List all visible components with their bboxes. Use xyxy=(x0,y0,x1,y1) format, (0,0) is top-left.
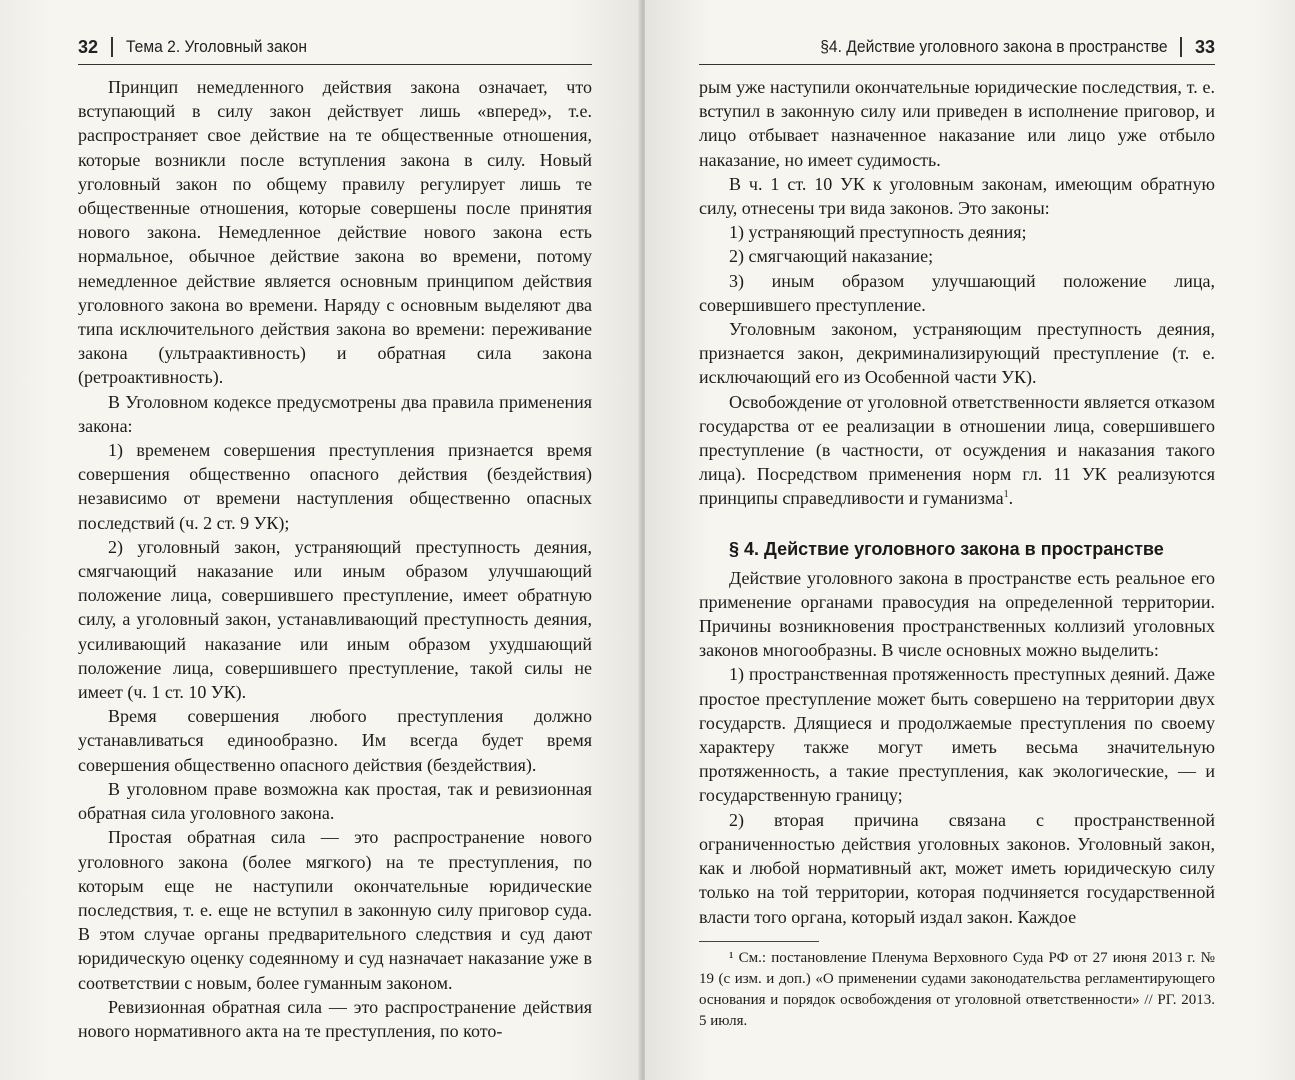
list-item: 2) вторая причина связана с пространственной ограниченностью действия уголовных законов. Уголовный закон, как и любой нормативный акт, может иметь юридическую силу только на той территории, которая подчиняется государственной власти того органа, который издал закон. Каждое xyxy=(699,809,1215,927)
left-running-title: Тема 2. Уголовный закон xyxy=(125,37,307,56)
footnote-rule xyxy=(699,941,819,942)
continued-paragraph: рым уже наступили окончательные юридические последствия, т. е. вступил в законную силу или приведен в исполнение приговор, и лицо отбывает назначенное наказание или лицо уже отбыло наказание, но имеет судимость. xyxy=(699,77,1215,170)
footnote-marker: 1 xyxy=(1003,489,1009,501)
left-page-number: 32 xyxy=(78,36,99,57)
paragraph: В ч. 1 ст. 10 УК к уголовным законам, имеющим обратную силу, отнесены три вида законов. Это законы: xyxy=(699,173,1215,219)
list-item: 1) устраняющий преступность деяния; xyxy=(729,222,1027,243)
right-running-head xyxy=(699,30,1215,65)
paragraph-text: Освобождение от уголовной ответственности является отказом государства от ее реализации в отношении лица, совершившего преступление (в частности, от осуждения и наказания такого лица). Посредством применения норм гл. 11 УК реализуются принципы справедливости и гуманизма xyxy=(699,391,1215,509)
paragraph: Действие уголовного закона в пространстве есть реальное его применение органами правосудия на определенной территории. Причины возникновения пространственных коллизий уголовных законов многообразны. В числе основных можно выделить: xyxy=(699,567,1215,661)
footnote xyxy=(699,948,1215,1032)
right-running-title: §4. Действие уголовного закона в пространстве xyxy=(820,37,1168,56)
right-page-body xyxy=(699,75,1215,1032)
footnote-text: ¹ См.: постановление Пленума Верховного Суда РФ от 27 июня 2013 г. № 19 (с изм. и доп.) «О применении судами законодательства регламентирующего основания и порядок освобождения от уголовной ответственности» // РГ. 2013. 5 июля. xyxy=(699,949,1215,1029)
paragraph: Ревизионная обратная сила — это распространение действия нового нормативного акта на те преступления, по кото- xyxy=(78,996,592,1041)
left-page xyxy=(0,0,642,1080)
paragraph: В Уголовном кодексе предусмотрены два правила применения закона: xyxy=(78,391,592,436)
left-running-head xyxy=(78,30,592,65)
list-item: 1) пространственная протяженность преступных деяний. Даже простое преступление может быть совершено на территории двух государств. Длящиеся и продолжаемые преступления по своему характеру также могут иметь весьма значительную протяженность, а такие преступления, как экологические, — и государственную границу; xyxy=(699,664,1215,806)
paragraph: Время совершения любого преступления должно устанавливаться единообразно. Им всегда будет время совершения общественно опасного действия (бездействия). xyxy=(78,706,592,775)
paragraph: Простая обратная сила — это распространение нового уголовного закона (более мягкого) на те преступления, по которым еще не наступили окончательные юридические последствия, т. е. еще не вступил в законную силу приговор суда. В этом случае органы предварительного следствия и суд дают юридическую оценку содеянному и суд назначает наказание уже в соответствии с новым, более гуманным законом. xyxy=(78,827,592,993)
running-head-divider xyxy=(111,37,113,57)
paragraph: В уголовном праве возможна как простая, так и ревизионная обратная сила уголовного закона. xyxy=(78,778,592,824)
right-page-number: 33 xyxy=(1194,36,1215,57)
right-page xyxy=(645,0,1295,1080)
left-page-body xyxy=(78,75,592,1043)
running-head-divider xyxy=(1180,37,1182,57)
list-item: 2) уголовный закон, устраняющий преступность деяния, смягчающий наказание или иным образом улучшающий положение лица, совершившего преступление, имеет обратную силу, а уголовный закон, устанавливающий преступность деяния, усиливающий наказание или иным образом ухудшающий положение лица, совершившего преступление, такой силы не имеет (ч. 1 ст. 10 УК). xyxy=(78,536,592,703)
paragraph: Освобождение от уголовной ответственности является отказом государства от ее реализации в отношении лица, совершившего преступление (в частности, от осуждения и наказания такого лица). Посредством применения норм гл. 11 УК реализуются принципы справедливости и гуманизма$^1$. xyxy=(699,391,1215,509)
list-item: 3) иным образом улучшающий положение лица, совершившего преступление. xyxy=(699,270,1215,315)
paragraph: Принцип немедленного действия закона означает, что вступающий в силу закон действует лишь «вперед», т.е. распространяет свое действие на те общественные отношения, которые возникли после вступления закона в силу. Новый уголовный закон по общему правилу регулирует лишь те общественные отношения, которые совершены после принятия нового закона. Немедленное действие нового закона есть нормальное, обычное действие закона во времени, потому немедленное действие является основным принципом действия уголовного закона во времени. Наряду с основным выделяют два типа исключительного действия закона во времени: переживание закона (ультраактивность) и обратная сила закона (ретроактивность). xyxy=(78,77,592,388)
list-item: 2) смягчающий наказание; xyxy=(729,246,934,267)
paragraph: Уголовным законом, устраняющим преступность деяния, признается закон, декриминализирующий преступление (т. е. исключающий его из Особенной части УК). xyxy=(699,319,1215,388)
list-item: 1) временем совершения преступления признается время совершения общественно опасного действия (бездействия) независимо от времени наступления общественно опасных последствий (ч. 2 ст. 9 УК); xyxy=(78,440,592,533)
section-heading: § 4. Действие уголовного закона в пространстве xyxy=(729,538,1164,559)
